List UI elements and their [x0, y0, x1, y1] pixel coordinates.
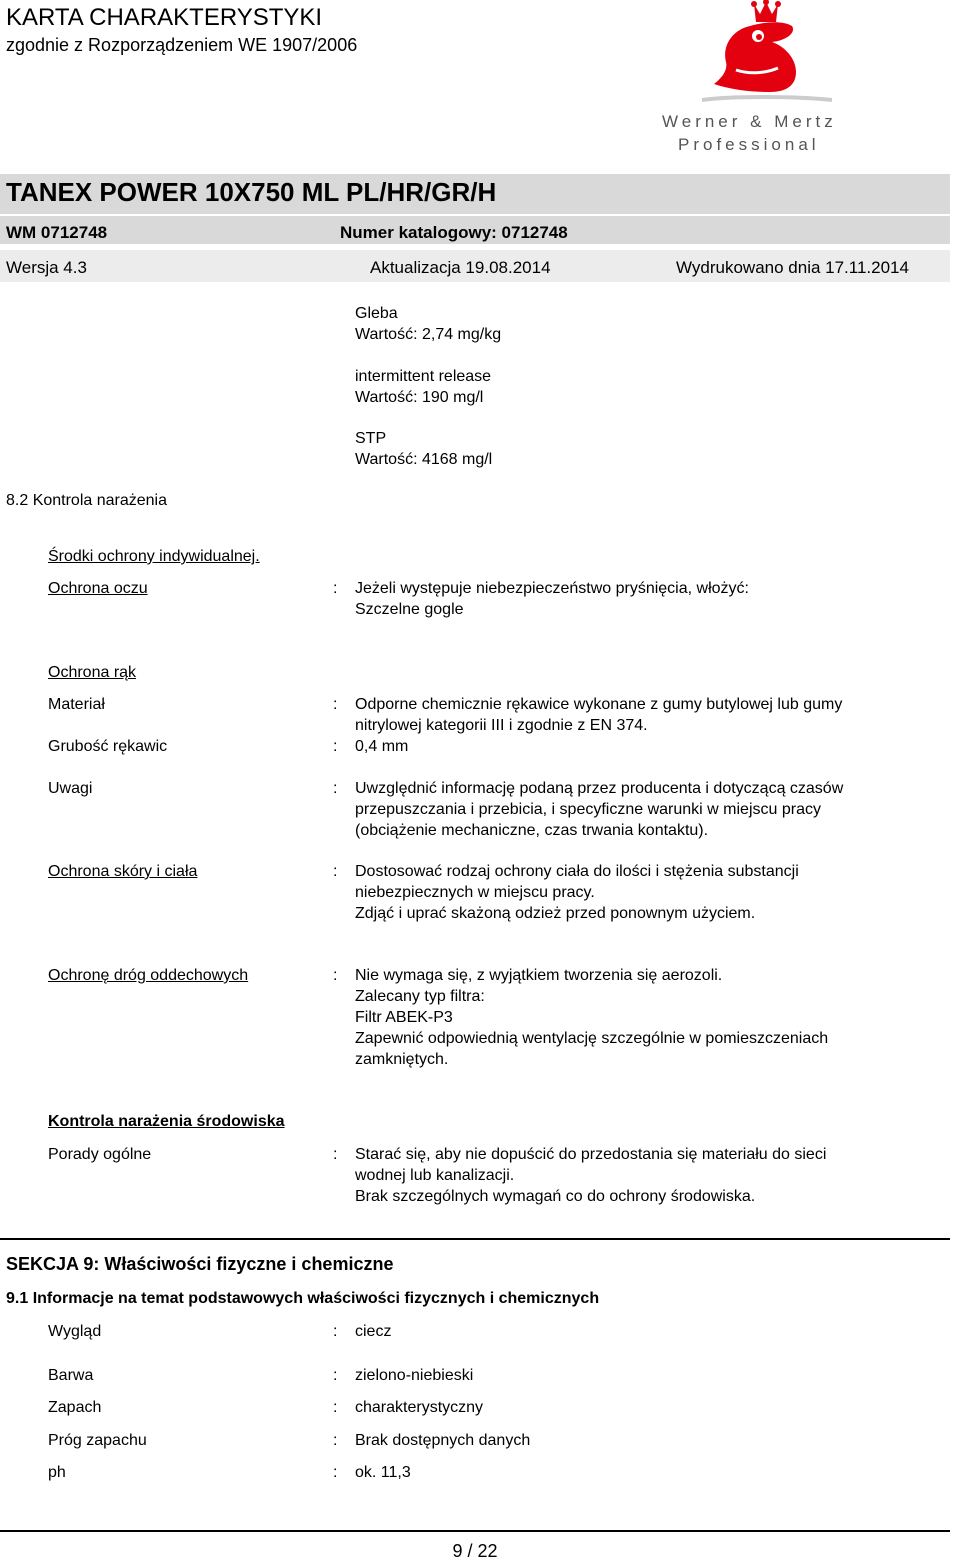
frog-crown-icon [692, 0, 842, 110]
page-number: 9 / 22 [452, 1541, 498, 1561]
notes-value: (obciążenie mechaniczne, czas trwania kontaktu). [355, 822, 709, 839]
section-9-1-heading: 9.1 Informacje na temat podstawowych właściwości fizycznych i chemicznych [6, 1290, 600, 1307]
company-logo [652, 0, 857, 160]
wm-number: WM 0712748 [6, 223, 108, 242]
colon: : [333, 696, 338, 713]
ppe-heading: Środki ochrony indywidualnej. [48, 548, 260, 565]
colon: : [333, 1399, 338, 1416]
respiratory-protection-label: Ochronę dróg oddechowych [48, 967, 249, 984]
property-label: Barwa [48, 1367, 94, 1384]
property-value: ciecz [355, 1323, 392, 1340]
colon: : [333, 780, 338, 797]
pnec-value: Wartość: 190 mg/l [355, 389, 484, 406]
respiratory-protection-value: Zapewnić odpowiednią wentylację szczególnie w pomieszczeniach [355, 1030, 829, 1047]
skin-protection-value: Zdjąć i uprać skażoną odzież przed ponownym użyciem. [355, 905, 756, 922]
property-value: zielono-niebieski [355, 1367, 474, 1384]
document-title: KARTA CHARAKTERYSTYKI [6, 4, 323, 31]
property-label: Wygląd [48, 1323, 102, 1340]
notes-label: Uwagi [48, 780, 93, 797]
colon: : [333, 1464, 338, 1481]
general-advice-value: Brak szczególnych wymagań co do ochrony środowiska. [355, 1188, 756, 1205]
property-label: Próg zapachu [48, 1432, 147, 1449]
pnec-medium: intermittent release [355, 368, 492, 385]
notes-value: Uwzględnić informację podaną przez producenta i dotyczącą czasów [355, 780, 844, 797]
pnec-medium: Gleba [355, 305, 398, 322]
property-label: ph [48, 1464, 66, 1481]
property-value: ok. 11,3 [355, 1464, 411, 1481]
property-label: Zapach [48, 1399, 102, 1416]
pnec-medium: STP [355, 430, 387, 447]
colon: : [333, 1367, 338, 1384]
material-label: Materiał [48, 696, 105, 713]
logo-company-name: Werner & Mertz [662, 112, 837, 131]
colon: : [333, 738, 338, 755]
colon: : [333, 1323, 338, 1340]
logo-division-name: Professional [678, 135, 820, 154]
print-date: Wydrukowano dnia 17.11.2014 [676, 258, 909, 277]
respiratory-protection-value: Filtr ABEK-P3 [355, 1009, 453, 1026]
pnec-value: Wartość: 2,74 mg/kg [355, 326, 502, 343]
general-advice-label: Porady ogólne [48, 1146, 152, 1163]
skin-protection-label: Ochrona skóry i ciała [48, 863, 198, 880]
colon: : [333, 863, 338, 880]
property-value: charakterystyczny [355, 1399, 484, 1416]
colon: : [333, 1432, 338, 1449]
general-advice-value: wodnej lub kanalizacji. [355, 1167, 515, 1184]
section-9-heading: SEKCJA 9: Właściwości fizyczne i chemiczne [6, 1254, 394, 1274]
product-name: TANEX POWER 10X750 ML PL/HR/GR/H [6, 177, 497, 207]
eye-protection-value: Szczelne gogle [355, 601, 464, 618]
eye-protection-label: Ochrona oczu [48, 580, 148, 597]
pnec-value: Wartość: 4168 mg/l [355, 451, 493, 468]
glove-thickness-value: 0,4 mm [355, 738, 409, 755]
document-subtitle: zgodnie z Rozporządzeniem WE 1907/2006 [6, 35, 358, 55]
skin-protection-value: Dostosować rodzaj ochrony ciała do ilości i stężenia substancji [355, 863, 799, 880]
catalog-number: Numer katalogowy: 0712748 [340, 223, 568, 242]
colon: : [333, 967, 338, 984]
colon: : [333, 580, 338, 597]
respiratory-protection-value: Zalecany typ filtra: [355, 988, 485, 1005]
respiratory-protection-value: zamkniętych. [355, 1051, 449, 1068]
update-date: Aktualizacja 19.08.2014 [370, 258, 551, 277]
material-value: nitrylowej kategorii III i zgodnie z EN 374. [355, 717, 648, 734]
respiratory-protection-value: Nie wymaga się, z wyjątkiem tworzenia się aerozoli. [355, 967, 723, 984]
property-value: Brak dostępnych danych [355, 1432, 531, 1449]
skin-protection-value: niebezpiecznych w miejscu pracy. [355, 884, 595, 901]
notes-value: przepuszczania i przebicia, i specyficzne warunki w miejscu pracy [355, 801, 821, 818]
version: Wersja 4.3 [6, 258, 87, 277]
environment-heading: Kontrola narażenia środowiska [48, 1113, 285, 1130]
footer-divider [0, 1530, 950, 1532]
section-heading: 8.2 Kontrola narażenia [6, 492, 167, 509]
material-value: Odporne chemicznie rękawice wykonane z gumy butylowej lub gumy [355, 696, 843, 713]
hand-protection-label: Ochrona rąk [48, 664, 137, 681]
glove-thickness-label: Grubość rękawic [48, 738, 168, 755]
section-divider [0, 1238, 950, 1240]
eye-protection-value: Jeżeli występuje niebezpieczeństwo pryśnięcia, włożyć: [355, 580, 749, 597]
colon: : [333, 1146, 338, 1163]
general-advice-value: Starać się, aby nie dopuścić do przedostania się materiału do sieci [355, 1146, 827, 1163]
